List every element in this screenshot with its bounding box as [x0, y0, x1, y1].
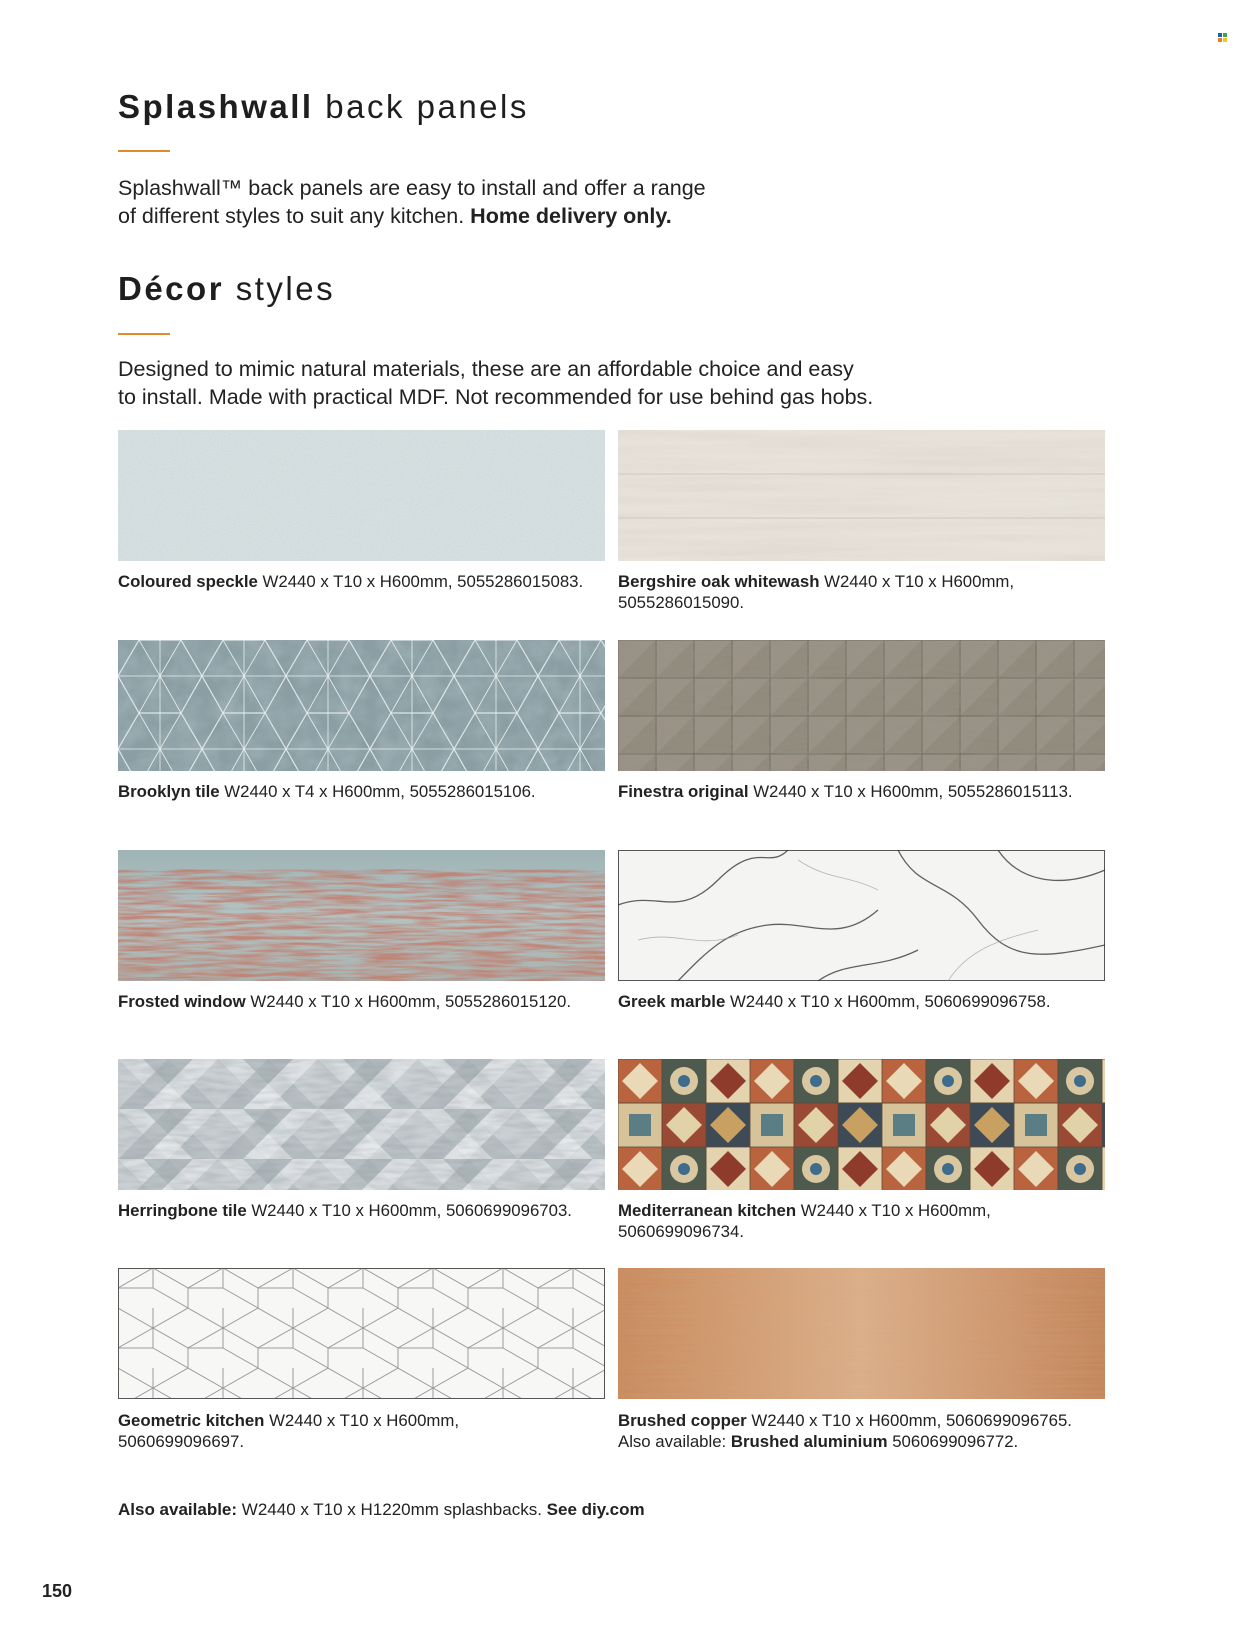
- title-underline: [118, 150, 170, 152]
- swatch-frosted-window: [118, 850, 605, 981]
- swatch-greek-marble: [618, 850, 1105, 981]
- caption-finestra-original: Finestra original W2440 x T10 x H600mm, 5055286015113.: [618, 782, 1073, 801]
- section-title: Décor styles: [118, 270, 336, 307]
- caption-herringbone-tile: Herringbone tile W2440 x T10 x H600mm, 5060699096703.: [118, 1201, 572, 1220]
- intro-text: Splashwall™ back panels are easy to install and offer a range of different styles to suit any kitchen. Home delivery only.: [118, 176, 706, 228]
- caption-greek-marble: Greek marble W2440 x T10 x H600mm, 5060699096758.: [618, 992, 1051, 1011]
- swatch-coloured-speckle: [118, 430, 605, 561]
- diy-link[interactable]: See diy.com: [541, 1500, 645, 1519]
- swatch-brushed-copper: [618, 1268, 1105, 1399]
- caption-brushed-copper: Brushed copper W2440 x T10 x H600mm, 5060699096765. Also available: Brushed aluminium 5060699096772.: [618, 1411, 1072, 1451]
- caption-brooklyn-tile: Brooklyn tile W2440 x T4 x H600mm, 5055286015106.: [118, 782, 536, 801]
- swatch-herringbone-tile: [118, 1059, 605, 1190]
- swatch-mediterranean-kitchen: [618, 1059, 1105, 1190]
- caption-frosted-window: Frosted window W2440 x T10 x H600mm, 5055286015120.: [118, 992, 572, 1011]
- caption-coloured-speckle: Coloured speckle W2440 x T10 x H600mm, 5055286015083.: [118, 572, 584, 591]
- swatch-bergshire-oak-whitewash: [618, 430, 1105, 561]
- caption-mediterranean-kitchen: Mediterranean kitchen W2440 x T10 x H600mm, 5060699096734.: [618, 1201, 991, 1241]
- section-underline: [118, 333, 170, 335]
- also-available-note: Also available: W2440 x T10 x H1220mm splashbacks. See diy.com: [118, 1500, 645, 1519]
- caption-geometric-kitchen: Geometric kitchen W2440 x T10 x H600mm, 5060699096697.: [118, 1411, 460, 1451]
- section-description: Designed to mimic natural materials, these are an affordable choice and easy to install. Made with practical MDF. Not recommended for use behind gas hobs.: [118, 357, 874, 409]
- swatch-brooklyn-tile: [118, 640, 605, 771]
- brand-logo: [1218, 33, 1227, 42]
- caption-bergshire-oak-whitewash: Bergshire oak whitewash W2440 x T10 x H600mm, 5055286015090.: [618, 572, 1015, 612]
- swatch-finestra-original: [618, 640, 1105, 771]
- page-number: 150: [42, 1581, 73, 1601]
- page-title: Splashwall back panels: [118, 88, 529, 125]
- swatch-geometric-kitchen: [118, 1268, 605, 1399]
